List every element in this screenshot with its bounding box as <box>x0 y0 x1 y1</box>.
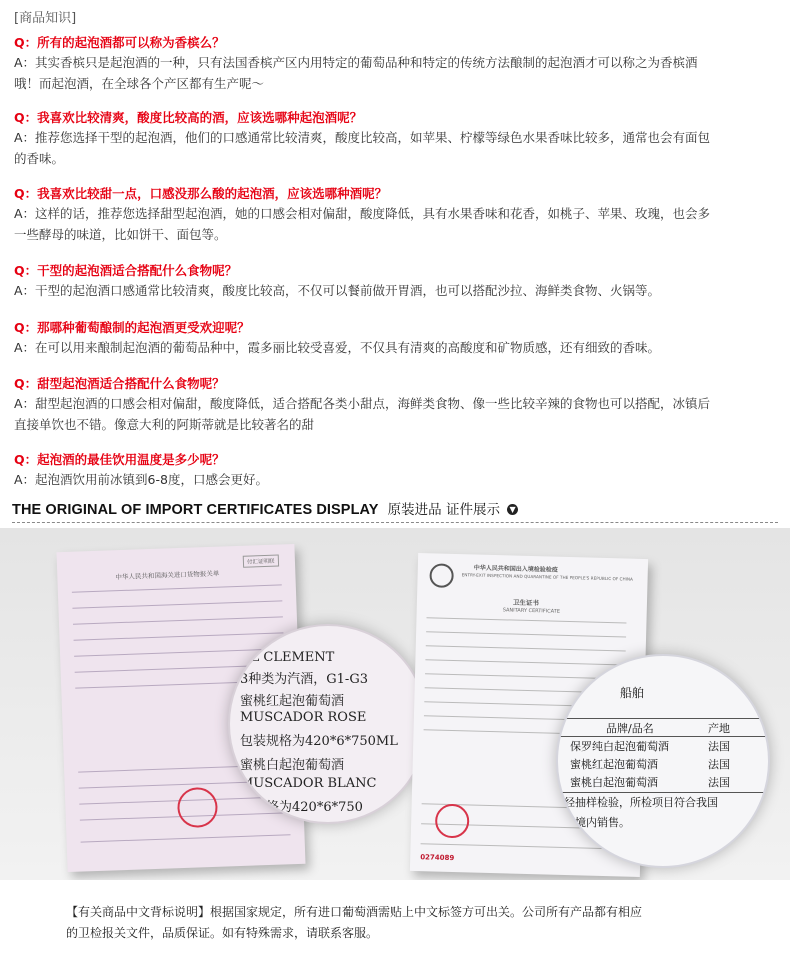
magnified-origin: 法国 <box>708 740 730 753</box>
faq-question: Q：所有的起泡酒都可以称为香槟么？ <box>14 35 225 50</box>
magnified-brand: 蜜桃白起泡葡萄酒 <box>570 776 658 789</box>
faq-item <box>14 374 776 435</box>
magnified-tail: 经抽样检验，所检项目符合我国 <box>564 796 718 809</box>
magnified-line: 蜜桃白起泡葡萄酒 <box>240 758 345 773</box>
magnified-line: OL CLEMENT <box>240 650 335 665</box>
sanitary-stamp <box>435 804 470 839</box>
magnified-line: MUSCADOR BLANC <box>240 776 377 791</box>
faq-answer-line: A：甜型起泡酒的口感会相对偏甜，酸度降低，适合搭配各类小甜点，海鲜类食物、像一些比较辛辣的食物也可以搭配，冰镇后 <box>14 396 711 411</box>
magnified-line: 蜜桃红起泡葡萄酒 <box>240 694 345 709</box>
faq-item <box>14 318 776 358</box>
magnified-tail: 国境内销售。 <box>564 816 630 829</box>
faq-item <box>14 108 776 169</box>
table-rule <box>558 792 770 793</box>
magnified-origin: 法国 <box>708 758 730 771</box>
faq-question: Q：干型的起泡酒适合搭配什么食物呢？ <box>14 263 238 278</box>
form-lines <box>56 544 294 552</box>
faq-answer-line: 哦！而起泡酒，在全球各个产区都有生产呢～ <box>14 76 265 91</box>
certificates-heading-en: THE ORIGINAL OF IMPORT CERTIFICATES DISPLAY <box>12 502 379 518</box>
customs-doc-title: 中华人民共和国海关进口货物报关单 <box>115 569 220 582</box>
faq-answer-line: 一些酵母的味道，比如饼干、面包等。 <box>14 227 227 242</box>
magnified-col-origin: 产地 <box>708 722 730 735</box>
sanitary-magnifier <box>556 654 770 868</box>
faq-answer-line: A：这样的话，推荐您选择甜型起泡酒，她的口感会相对偏甜，酸度降低，具有水果香味和花香，如桃子、苹果、玫瑰，也会多 <box>14 206 711 221</box>
customs-stamp <box>177 787 218 828</box>
sanitary-cert-zh: 卫生证书 <box>512 598 540 608</box>
faq-question: Q：我喜欢比较甜一点，口感没那么酸的起泡酒，应该选哪种酒呢？ <box>14 186 388 201</box>
faq-question: Q：起泡酒的最佳饮用温度是多少呢？ <box>14 452 225 467</box>
faq-answer-line: A：在可以用来酿制起泡酒的葡萄品种中，霞多丽比较受喜爱，不仅具有清爽的高酸度和矿物质感，还有细致的香味。 <box>14 340 661 355</box>
magnified-col-brand: 品牌/品名 <box>606 722 654 735</box>
section-tag: [商品知识] <box>14 11 77 26</box>
faq-item <box>14 33 776 94</box>
faq-answer-line: 直接单饮也不错。像意大利的阿斯蒂就是比较著名的甜 <box>14 417 315 432</box>
magnified-brand: 保罗纯白起泡葡萄酒 <box>570 740 669 753</box>
footer-line: 【有关商品中文背标说明】根据国家规定，所有进口葡萄酒需贴上中文标签方可出关。公司所有产品都有相应 <box>66 905 643 919</box>
magnified-origin: 法国 <box>708 776 730 789</box>
divider <box>12 522 778 523</box>
sanitary-title-en: ENTRY-EXIT INSPECTION AND QUARANTINE OF THE PEOPLE'S REPUBLIC OF CHINA <box>461 572 633 582</box>
faq-item <box>14 261 776 301</box>
faq-item <box>14 184 776 245</box>
sanitary-cert-en: SANITARY CERTIFICATE <box>502 607 560 615</box>
sanitary-title-zh: 中华人民共和国出入境检验检疫 <box>473 564 558 574</box>
faq-answer-line: A：起泡酒饮用前冰镇到6-8度，口感会更好。 <box>14 472 268 487</box>
certificates-heading-zh: 原装进品 证件展示 <box>387 502 500 518</box>
faq-question: Q：那哪种葡萄酿制的起泡酒更受欢迎呢？ <box>14 320 250 335</box>
chevron-down-icon: ▼ <box>507 504 518 515</box>
faq-item <box>14 450 776 490</box>
certificates-heading <box>12 498 778 524</box>
magnified-ship: 船舶 <box>620 686 645 700</box>
customs-doc-copy-label: 付汇证明联 <box>243 555 279 568</box>
faq-answer-line: A：推荐您选择干型的起泡酒，他们的口感通常比较清爽，酸度比较高，如苹果、柠檬等绿色水果香味比较多，通常也会有面包 <box>14 130 711 145</box>
magnified-line: MUSCADOR ROSE <box>240 710 367 725</box>
customs-magnifier <box>228 624 428 824</box>
certificates-photo <box>0 528 790 880</box>
magnified-brand: 蜜桃红起泡葡萄酒 <box>570 758 658 771</box>
form-lines <box>418 553 648 559</box>
table-rule <box>558 736 770 737</box>
sanitary-serial: 0274089 <box>420 853 455 863</box>
faq-answer-line: A：干型的起泡酒口感通常比较清爽，酸度比较高，不仅可以餐前做开胃酒，也可以搭配沙拉、海鲜类食物、火锅等。 <box>14 283 661 298</box>
faq-question: Q：我喜欢比较清爽，酸度比较高的酒，应该选哪种起泡酒呢？ <box>14 110 363 125</box>
magnified-line: 装规格为420*6*750 <box>240 800 363 815</box>
faq-question: Q：甜型起泡酒适合搭配什么食物呢？ <box>14 376 225 391</box>
faq-answer-line: 的香味。 <box>14 151 65 166</box>
footer-note <box>66 902 746 944</box>
footer-line: 的卫检报关文件，品质保证。如有特殊需求，请联系客服。 <box>66 926 379 940</box>
magnified-line: 包装规格为420*6*750ML <box>240 734 398 749</box>
faq-answer-line: A：其实香槟只是起泡酒的一种，只有法国香槟产区内用特定的葡萄品种和特定的传统方法酿制的起泡酒才可以称之为香槟酒 <box>14 55 698 70</box>
magnified-line: 3种类为汽酒，G1-G3 <box>240 672 368 687</box>
ciq-logo <box>429 563 454 588</box>
table-rule <box>558 718 770 719</box>
